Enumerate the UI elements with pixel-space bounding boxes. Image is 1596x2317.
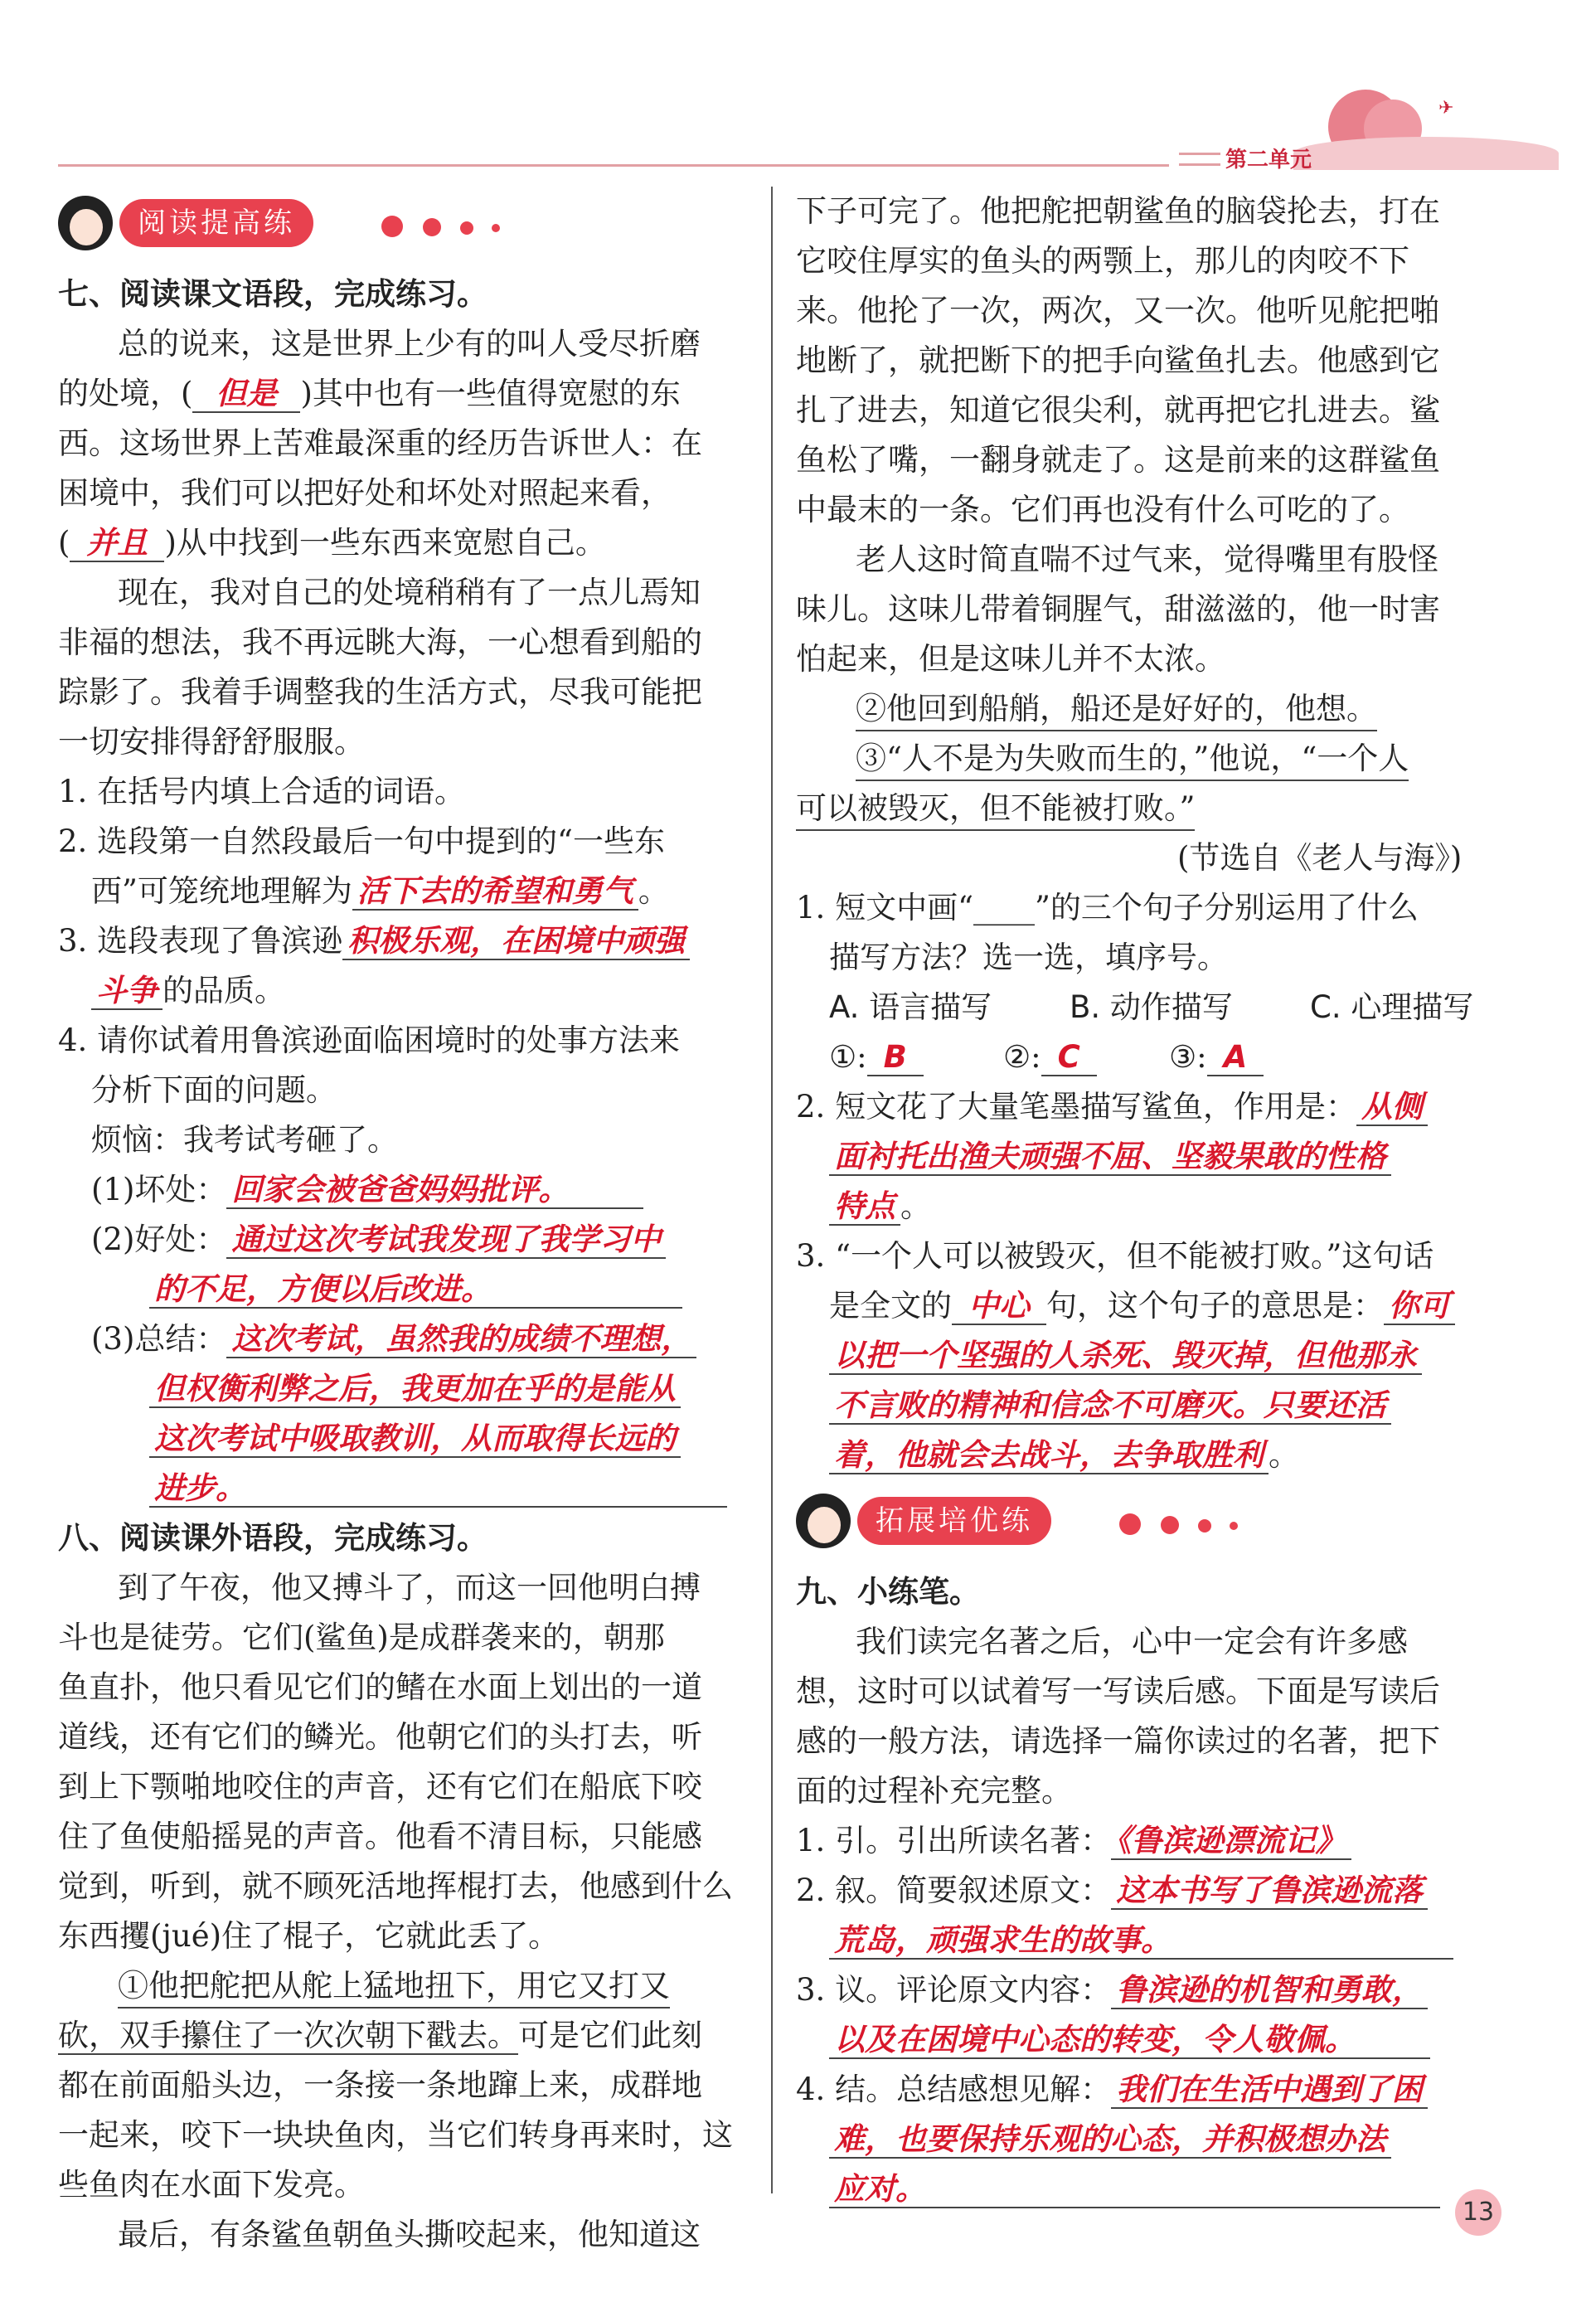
question-2-line: 西”可笼统地理解为 活下去的希望和勇气 。	[91, 873, 669, 909]
girl-avatar-icon	[58, 196, 113, 250]
question-3: 3. “一个人可以被毁灭，但不能被打败。”这句话	[796, 1238, 1434, 1274]
answer-line: 特点 。	[829, 1186, 931, 1227]
para-line: 鱼直扑，他只看见它们的鳍在水面上划出的一道	[58, 1669, 702, 1705]
answer-blank[interactable]: 特点	[829, 1188, 900, 1226]
answer-line	[829, 2169, 1440, 2210]
answer-line	[829, 1335, 1422, 1377]
question-3: 3. 选段表现了鲁滨逊 积极乐观，在困境中顽强	[58, 920, 690, 962]
question-4-3: (3)总结： 这次考试，虽然我的成绩不理想，	[91, 1319, 696, 1360]
answer-blank[interactable]: 鲁滨逊的机智和勇敢，	[1111, 1972, 1428, 2009]
item-2: 2. 叙。简要叙述原文： 这本书写了鲁滨逊流落	[796, 1870, 1428, 1911]
underlined-sentence-3: ③“人不是为失败而生的，”他说，“一个人	[856, 738, 1409, 781]
para-line: 都在前面船头边，一条接一条地蹿上来，成群地	[58, 2067, 702, 2103]
question-4-2-line	[149, 1269, 682, 1310]
question-2: 2. 短文花了大量笔墨描写鲨鱼，作用是： 从侧	[796, 1086, 1428, 1128]
question-3-line: 是全文的 中心 句，这个句子的意思是： 你可	[829, 1285, 1455, 1327]
header-rule-deco	[1179, 153, 1220, 166]
para-line: 的处境，( 但是 )其中也有一些值得宽慰的东	[58, 376, 681, 411]
section-banner-reading	[58, 191, 555, 257]
answer-blank[interactable]: 着，他就会去战斗，去争取胜利	[829, 1437, 1269, 1474]
para-line: 扎了进去，知道它很尖利，就再把它扎进去。鲨	[796, 392, 1440, 428]
source-note: (节选自《老人与海》)	[1177, 840, 1463, 876]
option-b: B. 动作描写	[1070, 989, 1233, 1025]
answer-line	[829, 1385, 1391, 1426]
girl-avatar-icon	[796, 1494, 851, 1548]
section-banner-extension	[796, 1489, 1293, 1555]
para-line: 西。这场世界上苦难最深重的经历告诉世人：在	[58, 425, 702, 461]
answer-blank[interactable]: 以把一个坚强的人杀死、毁灭掉，但他那永	[829, 1338, 1422, 1375]
para-line: 感的一般方法，请选择一篇你读过的名著，把下	[796, 1723, 1440, 1759]
answer-blank[interactable]: 积极乐观，在困境中顽强	[342, 923, 690, 960]
para-line: 味儿。这味儿带着铜腥气，甜滋滋的，他一时害	[796, 591, 1440, 627]
answer-line	[149, 1368, 681, 1410]
para-line: 最后，有条鲨鱼朝鱼头撕咬起来，他知道这	[118, 2217, 701, 2252]
answer-blank[interactable]: 面衬托出渔夫顽强不屈、坚毅果敢的性格	[829, 1139, 1391, 1176]
hills-decoration	[1293, 137, 1559, 170]
answer-blank[interactable]: 荒岛，顽强求生的故事。	[829, 1922, 1453, 1960]
para-line: 怕起来，但是这味儿并不太浓。	[796, 641, 1225, 677]
answer-blank[interactable]: 的不足，方便以后改进。	[149, 1271, 682, 1309]
underlined-sentence-3-cont: 可以被毁灭，但不能被打败。”	[796, 788, 1195, 831]
answer-blank[interactable]: 但权衡利弊之后，我更加在乎的是能从	[149, 1371, 681, 1408]
para-line: 一起来，咬下一块块鱼肉，当它们转身再来时，这	[58, 2117, 733, 2153]
item-4: 4. 结。总结感想见解： 我们在生活中遇到了困	[796, 2069, 1428, 2111]
para-line: 砍，双手攥住了一次次朝下戳去。可是它们此刻	[58, 2018, 702, 2053]
section-9-title: 九、小练笔。	[796, 1574, 980, 1610]
answer-blank[interactable]: 以及在困境中心态的转变，令人敬佩。	[829, 2022, 1430, 2059]
para-line: 面的过程补充完整。	[796, 1773, 1072, 1809]
page-number: 13	[1455, 2189, 1501, 2236]
para-line: 些鱼肉在水面下发亮。	[58, 2167, 365, 2203]
answer-blank[interactable]: 并且	[70, 525, 164, 562]
answer-blank[interactable]: 回家会被爸爸妈妈批评。	[226, 1172, 643, 1209]
question-1: 1. 短文中画“____”的三个句子分别运用了什么	[796, 890, 1419, 925]
answer-blank[interactable]: 从侧	[1356, 1089, 1428, 1126]
answer-line	[829, 2019, 1430, 2061]
answer-blank[interactable]: 但是	[192, 376, 300, 413]
question-4-2: (2)好处： 通过这次考试我发现了我学习中	[91, 1219, 666, 1261]
banner-label: 拓展培优练	[857, 1497, 1051, 1545]
para-line: 东西攫(jué)住了棍子，它就此丢了。	[58, 1918, 560, 1954]
question-4-prompt: 烦恼：我考试考砸了。	[91, 1122, 398, 1158]
item-1: 1. 引。引出所读名著： 《鲁滨逊漂流记》	[796, 1820, 1351, 1862]
para-line: ( 并且 )从中找到一些东西来宽慰自己。	[58, 525, 606, 561]
para-line: 下子可完了。他把舵把朝鲨鱼的脑袋抡去，打在	[796, 193, 1440, 229]
item-3: 3. 议。评论原文内容： 鲁滨逊的机智和勇敢，	[796, 1970, 1428, 2011]
para-line: 困境中，我们可以把好处和坏处对照起来看，	[58, 475, 672, 511]
section-8-title: 八、阅读课外语段，完成练习。	[58, 1520, 488, 1556]
para-line: 道线，还有它们的鳞光。他朝它们的头打去，听	[58, 1719, 702, 1755]
answer-line: 着，他就会去战斗，去争取胜利 。	[829, 1435, 1299, 1476]
answer-blank[interactable]: B	[867, 1039, 924, 1076]
answer-blank[interactable]: 难，也要保持乐观的心态，并积极想办法	[829, 2121, 1391, 2159]
para-line: 一切安排得舒舒服服。	[58, 724, 365, 760]
para-line: 想，这时可以试着写一写读后感。下面是写读后	[796, 1673, 1440, 1709]
answer-blank[interactable]: 通过这次考试我发现了我学习中	[226, 1222, 666, 1259]
para-line: 现在，我对自己的处境稍稍有了一点儿焉知	[118, 575, 701, 610]
para-line: 踪影了。我着手调整我的生活方式，尽我可能把	[58, 674, 702, 710]
option-a: A. 语言描写	[829, 989, 992, 1025]
answer-blank[interactable]: 这次考试，虽然我的成绩不理想，	[226, 1321, 696, 1358]
para-line: 地断了，就把断下的把手向鲨鱼扎去。他感到它	[796, 342, 1440, 378]
question-3-line: 斗争 的品质。	[91, 970, 285, 1012]
answer-blank[interactable]: 《鲁滨逊漂流记》	[1111, 1823, 1351, 1860]
answer-line	[829, 1136, 1391, 1178]
para-line: 鱼松了嘴，一翻身就走了。这是前来的这群鲨鱼	[796, 442, 1440, 478]
para-line: 到了午夜，他又搏斗了，而这一回他明白搏	[118, 1570, 701, 1605]
answer-blank[interactable]: 中心	[952, 1288, 1046, 1325]
underlined-sentence-2: ②他回到船艄，船还是好好的，他想。	[856, 688, 1377, 731]
answer-blank[interactable]: 应对。	[829, 2171, 1440, 2208]
para-line: 我们读完名著之后，心中一定会有许多感	[856, 1624, 1408, 1659]
para-line: 来。他抡了一次，两次，又一次。他听见舵把啪	[796, 293, 1440, 328]
answer-blank[interactable]: C	[1041, 1039, 1097, 1076]
underlined-sentence-1: ①他把舵把从舵上猛地扭下，用它又打又	[118, 1965, 670, 2009]
unit-title: 第二单元	[1225, 148, 1312, 172]
answer-line	[149, 1468, 727, 1509]
para-line: 老人这时简直喘不过气来，觉得嘴里有股怪	[856, 542, 1438, 577]
para-line: 到上下颚啪地咬住的声音，还有它们在船底下咬	[58, 1769, 702, 1805]
para-line: 觉到，听到，就不顾死活地挥棍打去，他感到什么	[58, 1868, 733, 1904]
column-divider	[771, 187, 773, 2193]
banner-label: 阅读提高练	[119, 199, 313, 247]
fill-2: ②: C	[1003, 1037, 1097, 1078]
para-line: 非福的想法，我不再远眺大海，一心想看到船的	[58, 624, 702, 660]
para-line: 中最末的一条。它们再也没有什么可吃的了。	[796, 492, 1409, 527]
header-rule	[58, 164, 1169, 167]
para-line: 总的说来，这是世界上少有的叫人受尽折磨	[118, 326, 701, 362]
para-line: 住了鱼使船摇晃的声音。他看不清目标，只能感	[58, 1819, 702, 1854]
answer-blank[interactable]: 斗争	[91, 973, 163, 1010]
answer-line	[829, 1920, 1453, 1961]
answer-blank[interactable]: 这次考试中吸取教训，从而取得长远的	[149, 1421, 681, 1458]
section-7-title: 七、阅读课文语段，完成练习。	[58, 276, 488, 312]
para-line: 斗也是徒劳。它们(鲨鱼)是成群袭来的，朝那	[58, 1620, 665, 1655]
kite-icon: ✈	[1438, 98, 1454, 119]
answer-blank[interactable]: 我们在生活中遇到了困	[1111, 2072, 1428, 2109]
answer-blank[interactable]: 进步。	[149, 1470, 727, 1508]
answer-blank[interactable]: 活下去的希望和勇气	[352, 873, 638, 911]
answer-line	[829, 2119, 1391, 2160]
question-1-line: 描写方法？选一选，填序号。	[829, 940, 1228, 975]
answer-blank[interactable]: 这本书写了鲁滨逊流落	[1111, 1873, 1428, 1910]
fill-3: ③: A	[1169, 1037, 1264, 1078]
question-2: 2. 选段第一自然段最后一句中提到的“一些东	[58, 823, 665, 859]
answer-blank[interactable]: 你可	[1384, 1288, 1455, 1325]
fill-1: ①: B	[829, 1037, 924, 1078]
answer-line	[149, 1418, 681, 1460]
question-1: 1. 在括号内填上合适的词语。	[58, 774, 466, 809]
question-4: 4. 请你试着用鲁滨逊面临困境时的处事方法来	[58, 1022, 681, 1058]
answer-blank[interactable]: A	[1207, 1039, 1264, 1076]
para-line: 它咬住厚实的鱼头的两颚上，那儿的肉咬不下	[796, 243, 1409, 279]
question-4-line: 分析下面的问题。	[91, 1072, 337, 1108]
option-c: C. 心理描写	[1310, 989, 1474, 1025]
question-4-1: (1)坏处： 回家会被爸爸妈妈批评。	[91, 1169, 643, 1211]
answer-blank[interactable]: 不言败的精神和信念不可磨灭。只要还活	[829, 1387, 1391, 1425]
